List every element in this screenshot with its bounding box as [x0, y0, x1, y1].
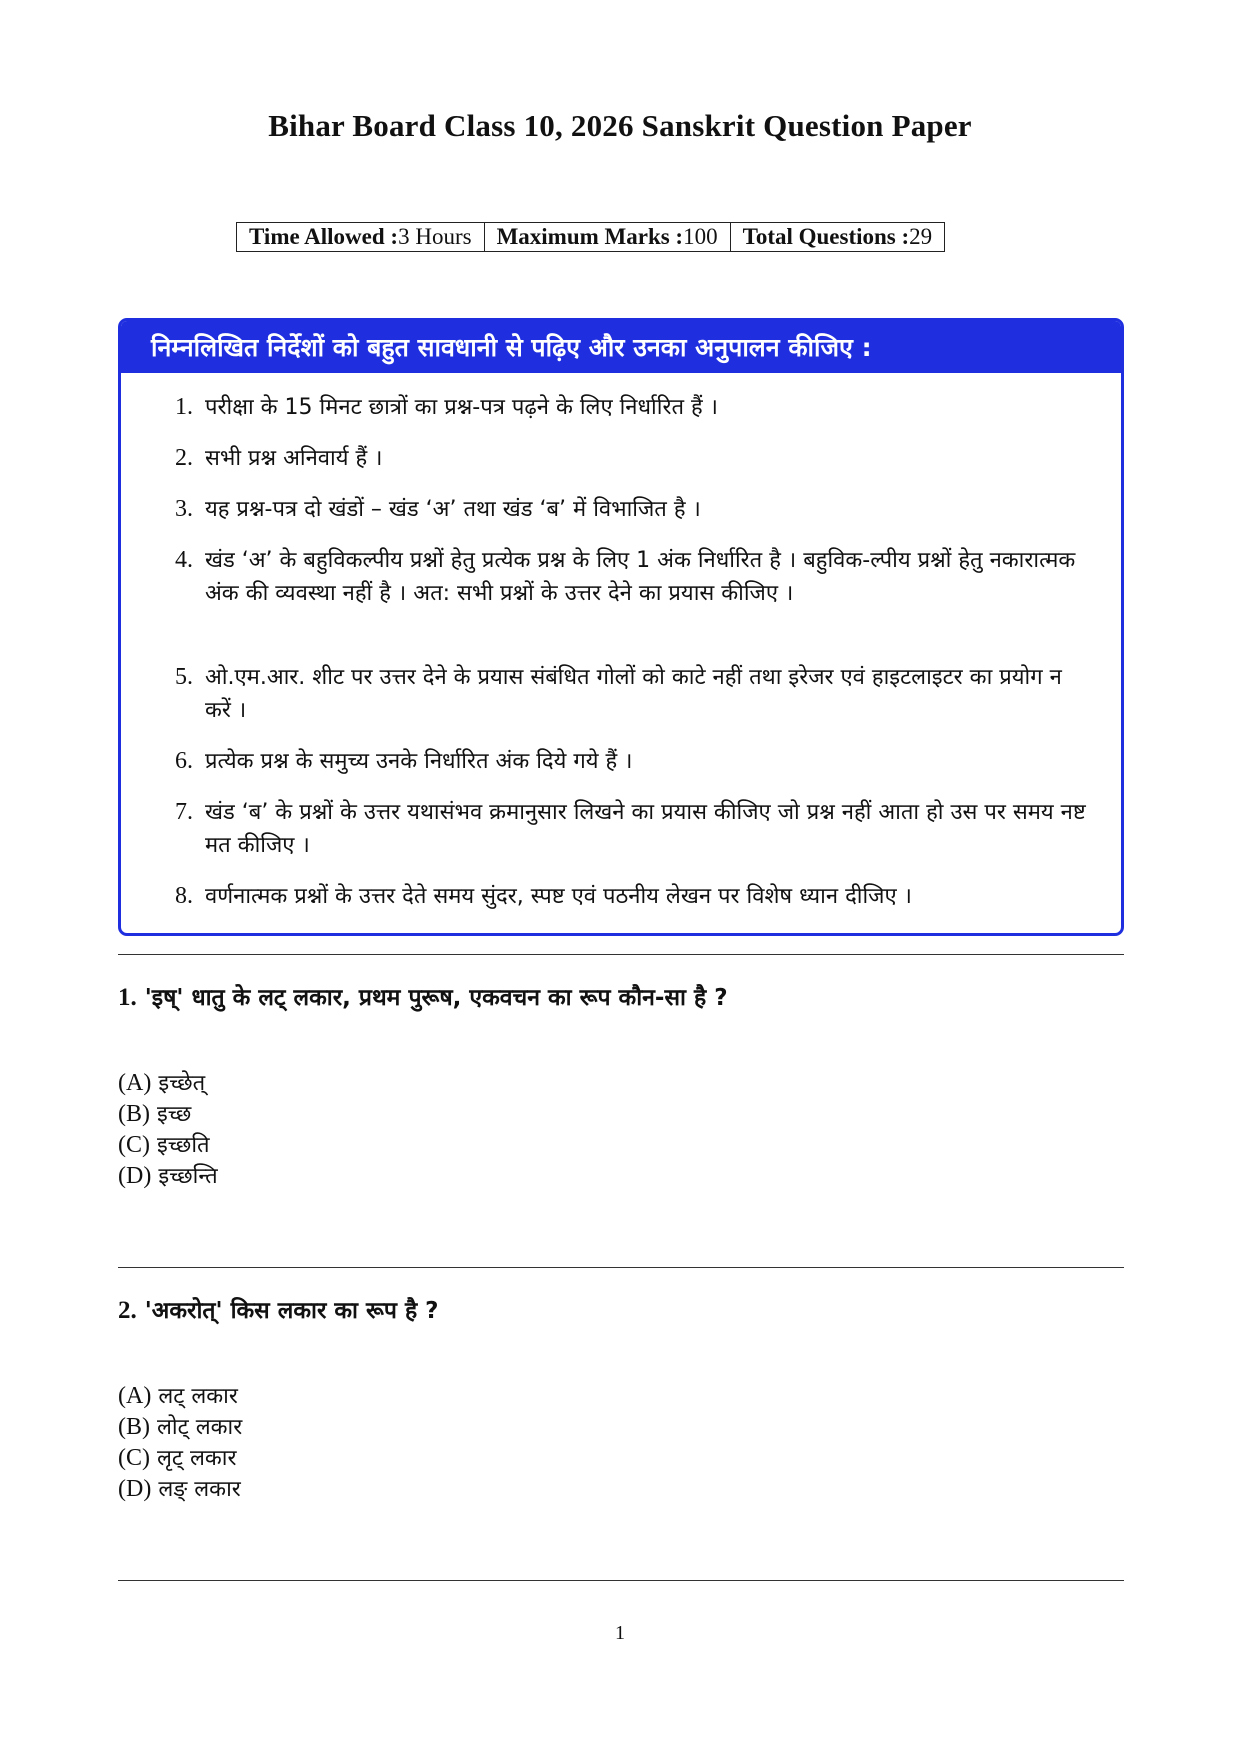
exam-info-table	[236, 222, 945, 252]
instruction-text: सभी प्रश्न अनिवार्य हैं ।	[205, 446, 383, 471]
option-label: (B)	[118, 1101, 150, 1127]
option-a	[118, 1381, 242, 1412]
instruction-text: खंड ‘ब’ के प्रश्नों के उत्तर यथासंभव क्रमानुसार लिखने का प्रयास कीजिए जो प्रश्न नहीं आता हो उस पर समय नष्ट मत कीजिए ।	[205, 800, 1086, 858]
instruction-item	[175, 493, 1087, 526]
instruction-text: प्रत्येक प्रश्न के समुच्य उनके निर्धारित अंक दिये गये हैं ।	[205, 749, 633, 774]
instructions-list	[121, 321, 1121, 933]
instructions-box	[118, 318, 1124, 936]
option-text: लङ् लकार	[158, 1477, 241, 1502]
option-b	[118, 1412, 242, 1443]
question-text: 'अकरोत्' किस लकार का रूप है ?	[144, 1298, 439, 1324]
option-label: (A)	[118, 1383, 152, 1409]
instruction-number: 1.	[175, 394, 193, 420]
instruction-number: 7.	[175, 799, 193, 825]
option-d	[118, 1161, 218, 1192]
time-allowed-value: 3 Hours	[398, 224, 472, 249]
instruction-number: 6.	[175, 748, 193, 774]
instruction-item	[175, 796, 1087, 862]
instruction-number: 4.	[175, 547, 193, 573]
instruction-item	[175, 442, 1087, 475]
paper-title: Bihar Board Class 10, 2026 Sanskrit Question Paper	[268, 108, 972, 143]
instructions-heading: निम्नलिखित निर्देशों को बहुत सावधानी से पढ़िए और उनका अनुपालन कीजिए :	[121, 321, 1121, 373]
time-allowed-label: Time Allowed :	[249, 224, 399, 249]
section-divider	[118, 954, 1124, 955]
option-c	[118, 1130, 218, 1161]
total-questions-value: 29	[909, 224, 933, 249]
question-number: 2.	[118, 1297, 137, 1324]
option-text: इच्छ	[157, 1102, 192, 1127]
instruction-number: 5.	[175, 664, 193, 690]
option-label: (B)	[118, 1414, 150, 1440]
option-label: (C)	[118, 1132, 150, 1158]
option-label: (A)	[118, 1070, 152, 1096]
option-text: लृट् लकार	[157, 1446, 237, 1471]
instruction-number: 8.	[175, 883, 193, 909]
option-d	[118, 1474, 242, 1505]
question-divider	[118, 1580, 1124, 1581]
question-2	[118, 1293, 1124, 1325]
instruction-item	[175, 544, 1087, 610]
page-number: 1	[615, 1622, 625, 1644]
option-text: इच्छन्ति	[158, 1164, 218, 1189]
question-text: 'इष्' धातु के लट् लकार, प्रथम पुरूष, एकवचन का रूप कौन-सा है ?	[144, 985, 728, 1011]
question-1	[118, 980, 1124, 1012]
question-number: 1.	[118, 984, 137, 1011]
instruction-item	[175, 880, 1087, 913]
instruction-text: परीक्षा के 15 मिनट छात्रों का प्रश्न-पत्र पढ़ने के लिए निर्धारित हैं ।	[205, 395, 718, 420]
option-label: (D)	[118, 1163, 152, 1189]
total-questions-label: Total Questions :	[742, 224, 910, 249]
instruction-text: ओ.एम.आर. शीट पर उत्तर देने के प्रयास संबंधित गोलों को काटे नहीं तथा इरेजर एवं हाइटलाइटर का प्रयोग न करें ।	[205, 665, 1062, 723]
question-divider	[118, 1267, 1124, 1268]
instruction-item	[175, 391, 1087, 424]
instruction-text: खंड ‘अ’ के बहुविकल्पीय प्रश्नों हेतु प्रत्येक प्रश्न के लिए 1 अंक निर्धारित है । बहुविक-ल्पीय प्रश्नों हेतु नकारात्मक अंक की व्यवस्था नहीं है । अत: सभी प्रश्नों के उत्तर देने का प्रयास कीजिए ।	[205, 548, 1076, 606]
maximum-marks-value: 100	[683, 224, 718, 249]
option-text: इच्छेत्	[158, 1071, 206, 1096]
option-b	[118, 1099, 218, 1130]
question-2-options	[118, 1381, 242, 1505]
option-label: (D)	[118, 1476, 152, 1502]
instruction-text: वर्णनात्मक प्रश्नों के उत्तर देते समय सुंदर, स्पष्ट एवं पठनीय लेखन पर विशेष ध्यान दीजिए ।	[205, 884, 912, 909]
instruction-number: 3.	[175, 496, 193, 522]
option-c	[118, 1443, 242, 1474]
maximum-marks-cell	[484, 223, 730, 252]
instruction-item	[175, 745, 1087, 778]
question-1-options	[118, 1068, 218, 1192]
time-allowed-cell	[237, 223, 485, 252]
option-text: लट् लकार	[158, 1384, 238, 1409]
instruction-text: यह प्रश्न-पत्र दो खंडों – खंड ‘अ’ तथा खंड ‘ब’ में विभाजित है ।	[205, 497, 701, 522]
option-text: इच्छति	[157, 1133, 210, 1158]
option-label: (C)	[118, 1445, 150, 1471]
maximum-marks-label: Maximum Marks :	[496, 224, 684, 249]
instruction-item	[175, 661, 1087, 727]
instruction-number: 2.	[175, 445, 193, 471]
option-text: लोट् लकार	[157, 1415, 243, 1440]
option-a	[118, 1068, 218, 1099]
total-questions-cell	[730, 223, 945, 252]
